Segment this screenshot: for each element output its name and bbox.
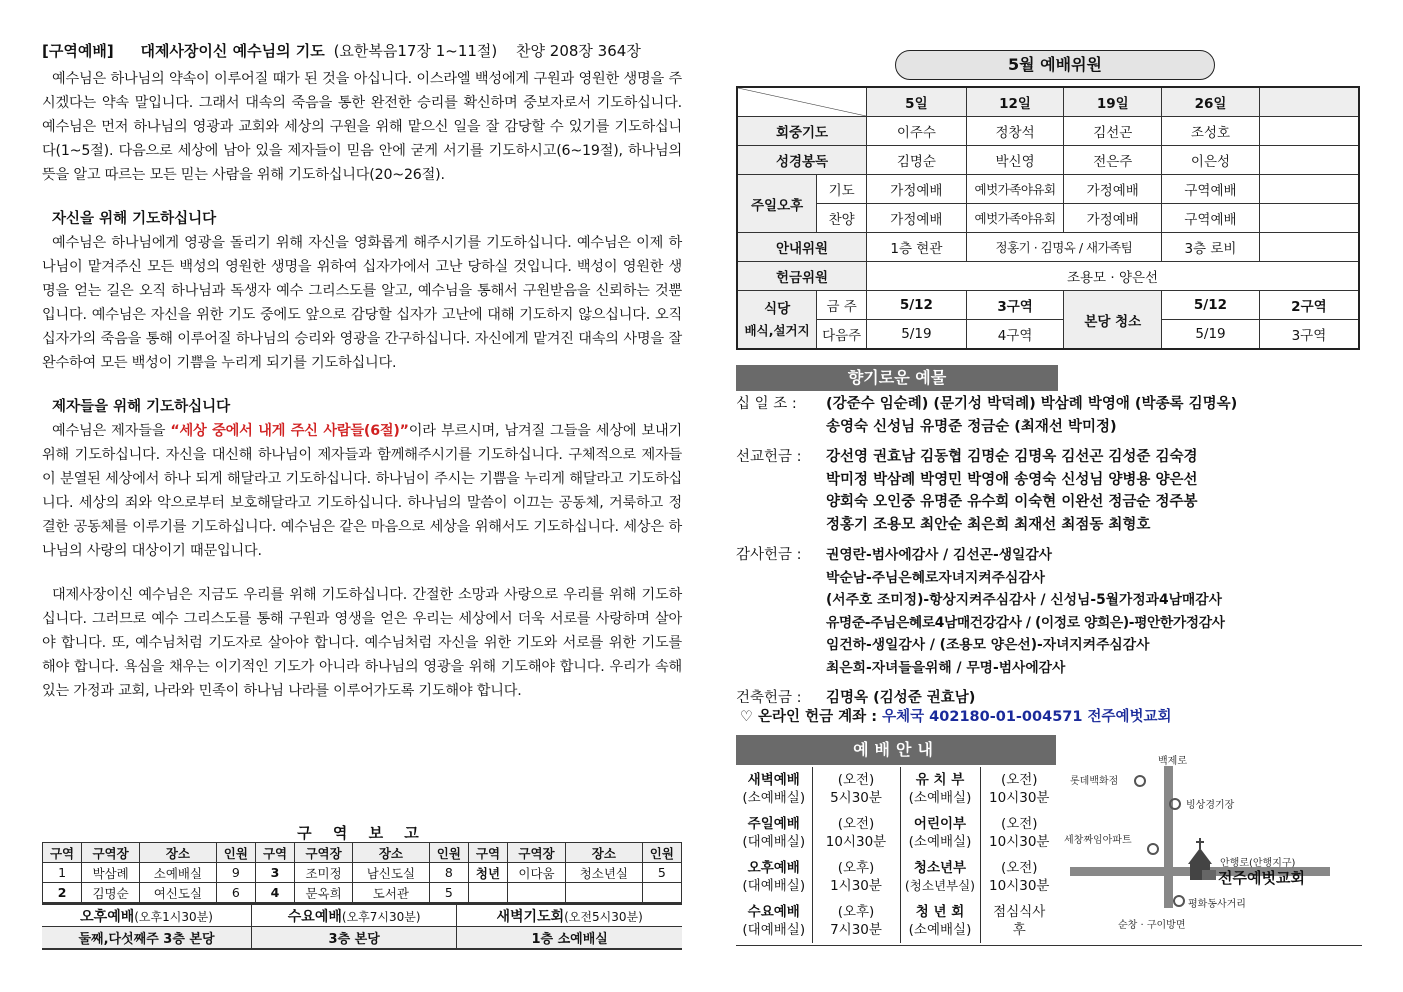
worship-time: 후 <box>1012 922 1026 938</box>
date-header-empty <box>1259 87 1359 117</box>
table-cell: 문옥희 <box>295 883 353 903</box>
table-cell: 소예배실 <box>140 863 217 883</box>
table-cell: 조용모 · 양은선 <box>867 262 1359 291</box>
section-2-quote: “세상 중에서 내게 주신 사람들(6절)” <box>170 423 409 439</box>
table-cell <box>565 883 642 903</box>
table-row <box>736 811 1058 855</box>
worship-guide-title: 예배안내 <box>736 735 1056 765</box>
worship-place: (청소년부실) <box>904 878 976 893</box>
worship-time: 10시30분 <box>989 790 1050 806</box>
name-line: (강준수 임순례) (문기성 박덕례) 박삼례 박영애 (박종록 김명옥) <box>826 396 1238 412</box>
table-cell <box>1259 204 1359 233</box>
worship-time: 10시30분 <box>989 834 1050 850</box>
table-row <box>737 291 1359 320</box>
table-cell: 여신도실 <box>140 883 217 903</box>
hymn-numbers: 찬양 208장 364장 <box>516 42 641 60</box>
service-dawn <box>457 904 682 927</box>
worship-time: 10시30분 <box>825 834 887 850</box>
col-header: 장소 <box>140 843 217 863</box>
table-cell <box>1259 233 1359 262</box>
district-header-row <box>43 843 682 863</box>
thanks-names <box>826 544 1396 679</box>
table-cell: 도서관 <box>353 883 430 903</box>
table-row <box>737 233 1359 262</box>
table-row <box>736 767 1058 811</box>
table-cell: 박삼례 <box>82 863 140 883</box>
section-tag: [구역예배] <box>42 42 114 60</box>
table-cell: 박신영 <box>966 146 1064 175</box>
label-direction: 순창 · 구이방면 <box>1118 920 1186 931</box>
offering-title: 향기로운 예물 <box>736 365 1058 391</box>
table-cell <box>736 767 812 811</box>
service-time: (오후7시30분) <box>341 909 421 924</box>
table-cell <box>642 883 681 903</box>
col-header: 인원 <box>216 843 255 863</box>
table-cell: 3구역 <box>1259 320 1359 350</box>
service-time: (오후1시30분) <box>134 909 213 924</box>
name-line: 임건하-생일감사 / (조용모 양은선)-자녀지켜주심감사 <box>826 637 1150 653</box>
table-cell <box>980 899 1058 943</box>
worship-ampm: (오전) <box>1000 816 1038 832</box>
table-cell: 예벗가족야유회 <box>966 175 1064 204</box>
label-ice-rink: 빙상경기장 <box>1186 800 1235 811</box>
table-cell <box>1259 117 1359 146</box>
table-cell <box>900 811 980 855</box>
name-line: 정홍기 조용모 최안순 최은희 최재선 최점동 최형호 <box>826 516 1151 533</box>
sub-label: 기도 <box>817 175 867 204</box>
service-afternoon <box>42 904 252 927</box>
col-header: 인원 <box>642 843 681 863</box>
section-2-pre: 예수님은 제자들을 <box>52 423 171 439</box>
table-cell: 1 <box>43 863 82 883</box>
sub-label: 다음주 <box>817 320 867 350</box>
table-cell: 정창석 <box>966 117 1064 146</box>
table-cell <box>736 811 812 855</box>
section-2-post: 이라 부르시며, 남겨질 그들을 세상에 보내기 위해 기도하십니다. 자신을 대신해 하나님이 제자들과 함께해주시기를 기도하십니다. 구체적으로 제자들이 분열된 세상에서 하나 되게 해달라고 기도하십니다. 하나님이 주시는 기쁨을 누리게 해달라고 기도하십니다. 세상의 죄와 악으로부터 보호해달라고 기도하십니다. 하나님의 말씀이 이끄는 공동체, 거룩하고 정결한 공동체를 이루기를 기도하십니다. 예수님은 같은 마음으로 세상을 위해서도 기도하십니다. 세상은 하나님의 사랑의 대상이기 때문입니다. <box>42 423 683 559</box>
table-cell: 전은주 <box>1064 146 1162 175</box>
table-cell <box>1259 175 1359 204</box>
worship-name: 청 년 회 <box>915 904 965 920</box>
table-row <box>43 883 682 903</box>
table-cell: 5/12 <box>867 291 967 320</box>
table-cell <box>468 883 507 903</box>
row-label: 안내위원 <box>737 233 867 262</box>
table-row <box>737 320 1359 350</box>
worship-place: (대예배실) <box>742 834 806 850</box>
thanks-label: 감사헌금 : <box>736 547 802 563</box>
church-location-map <box>1060 752 1360 942</box>
label-baekje: 백제로 <box>1158 756 1187 767</box>
table-row <box>737 117 1359 146</box>
section-2-body <box>42 419 682 563</box>
roster-table-wrap <box>736 86 1360 350</box>
col-header: 구역 <box>468 843 507 863</box>
col-header: 구역장 <box>295 843 353 863</box>
table-cell: 4구역 <box>966 320 1064 350</box>
worship-place: (소예배실) <box>908 834 972 850</box>
table-cell: 남신도실 <box>353 863 430 883</box>
tithe-names <box>826 393 1396 438</box>
worship-name: 유 치 부 <box>915 772 965 788</box>
online-label: ♡ 온라인 헌금 계좌 : <box>740 709 878 725</box>
bank-account: 우체국 402180-01-004571 전주예벗교회 <box>882 709 1172 725</box>
label-lotte: 롯데백화점 <box>1070 776 1119 787</box>
label-church: 전주예벗교회 <box>1218 869 1305 887</box>
worship-name: 새벽예배 <box>747 772 800 788</box>
col-header: 장소 <box>565 843 642 863</box>
name-line: 양회숙 오인중 유명준 유수희 이숙현 이완선 정금순 정주봉 <box>826 494 1198 510</box>
name-line: (서주호 조미정)-항상지켜주심감사 / 신성님-5월가정과4남매감사 <box>826 592 1222 608</box>
table-cell: 5/19 <box>1162 320 1260 350</box>
service-names-row <box>42 904 682 927</box>
row-label: 주일오후 <box>737 175 817 233</box>
date-header: 26일 <box>1162 87 1260 117</box>
sermon-header <box>42 40 682 61</box>
building-names: 김명옥 (김성준 권효남) <box>826 690 976 706</box>
service-name: 수요예배 <box>287 908 342 925</box>
col-header: 구역 <box>255 843 294 863</box>
service-time: (오전5시30분) <box>564 909 643 924</box>
table-cell: 8 <box>429 863 468 883</box>
apartment-marker-icon <box>1148 844 1158 854</box>
worship-ampm: (오전) <box>1000 772 1038 788</box>
worship-name: 주일예배 <box>747 816 800 832</box>
online-offering <box>740 705 1172 726</box>
map-graphic <box>1060 752 1360 942</box>
table-cell: 2 <box>43 883 82 903</box>
col-header: 구역장 <box>508 843 566 863</box>
roster-title: 5월 예배위원 <box>895 50 1215 80</box>
district-title: 구 역 보 고 <box>297 824 427 842</box>
table-cell: 조성호 <box>1162 117 1260 146</box>
table-cell: 정홍기 · 김명옥 / 새가족팀 <box>966 233 1161 262</box>
service-schedule <box>42 903 682 950</box>
name-line: 송영숙 신성님 유명준 정금순 (최재선 박미정) <box>826 418 1117 435</box>
table-cell <box>812 767 900 811</box>
mission-label: 선교헌금 : <box>736 449 802 465</box>
worship-time: 5시30분 <box>830 790 882 806</box>
table-cell: 3층 로비 <box>1162 233 1260 262</box>
col-header: 구역장 <box>82 843 140 863</box>
table-cell <box>900 899 980 943</box>
intro-paragraph: 예수님은 하나님의 약속이 이루어질 때가 된 것을 아십니다. 이스라엘 백성에게 구원과 영원한 생명을 주시겠다는 약속 말입니다. 그래서 대속의 죽음을 통한 완전한 승리를 확신하며 중보자로서 기도하십니다. 예수님은 먼저 하나님의 영광과 교회와 세상의 구원을 위해 맡으신 일을 잘 감당할 수 있기를 기도하십니다(1~5절). 다음으로 세상에 남아 있을 제자들이 믿음 안에 굳게 서기를 기도하시고(6~19절), 하나님의 뜻을 알고 따르는 모든 믿는 사람을 위해 기도하십니다(20~26절). <box>42 71 682 183</box>
table-cell: 가정예배 <box>867 204 967 233</box>
roster-table <box>736 86 1360 350</box>
worship-place: (대예배실) <box>742 922 806 938</box>
table-cell: 예벗가족야유회 <box>966 204 1064 233</box>
lotte-marker-icon <box>1135 776 1145 786</box>
label-apartment: 세창짜임아파트 <box>1064 835 1132 846</box>
name-line: 박순남-주님은혜로자녀지켜주심감사 <box>826 569 1045 586</box>
table-cell: 김명순 <box>867 146 967 175</box>
table-cell: 가정예배 <box>867 175 967 204</box>
table-cell: 가정예배 <box>1064 204 1162 233</box>
table-cell: 5 <box>642 863 681 883</box>
table-cell: 조미정 <box>295 863 353 883</box>
name-line: 권영란-범사에감사 / 김선곤-생일감사 <box>826 547 1053 563</box>
table-row <box>737 146 1359 175</box>
table-cell <box>508 883 566 903</box>
table-cell: 5 <box>429 883 468 903</box>
sermon-title: 대제사장이신 예수님의 기도 <box>140 42 325 60</box>
sermon-column <box>42 40 682 703</box>
section-1-title: 자신을 위해 기도하십니다 <box>52 211 217 227</box>
table-cell: 2구역 <box>1259 291 1359 320</box>
bottom-rule <box>736 945 1362 946</box>
table-cell: 가정예배 <box>1064 175 1162 204</box>
thanks-row <box>736 544 1396 679</box>
worship-place: (대예배실) <box>742 878 806 894</box>
col-header: 장소 <box>353 843 430 863</box>
kitchen-label-2: 배식,설거지 <box>744 322 810 338</box>
name-line: 유명준-주님은혜로4남매건강감사 / (이정로 양희은)-평안한가정감사 <box>826 614 1225 631</box>
row-label: 성경봉독 <box>737 146 867 175</box>
row-label: 회중기도 <box>737 117 867 146</box>
service-places-row <box>42 927 682 950</box>
section-2-title: 제자들을 위해 기도하십니다 <box>52 399 231 415</box>
worship-ampm: (오전) <box>837 772 875 788</box>
worship-place: (소예배실) <box>908 922 972 938</box>
kitchen-label <box>737 291 817 350</box>
table-cell: 5/19 <box>867 320 967 350</box>
table-cell: 김선곤 <box>1064 117 1162 146</box>
worship-time: 1시30분 <box>830 878 882 894</box>
crossing-marker-icon <box>1174 896 1184 906</box>
table-row <box>736 855 1058 899</box>
scripture-ref: (요한복음17장 1~11절) <box>333 42 498 60</box>
table-cell <box>980 767 1058 811</box>
table-cell: 이주수 <box>867 117 967 146</box>
table-cell <box>736 899 812 943</box>
service-place: 1층 소예배실 <box>457 927 682 950</box>
table-cell <box>736 855 812 899</box>
tithe-row <box>736 393 1396 438</box>
table-row <box>43 863 682 883</box>
worship-place: (소예배실) <box>742 790 806 806</box>
table-row <box>736 899 1058 943</box>
table-cell: 이은성 <box>1162 146 1260 175</box>
table-cell <box>900 855 980 899</box>
table-row <box>737 175 1359 204</box>
label-crossing: 평화동사거리 <box>1188 899 1246 910</box>
main-road <box>1164 766 1173 908</box>
table-cell: 6 <box>216 883 255 903</box>
table-cell: 청소년실 <box>565 863 642 883</box>
name-line: 강선영 권효남 김동협 김명순 김명옥 김선곤 김성준 김숙경 <box>826 449 1198 465</box>
label-road: 안행로(안행지구) <box>1220 858 1296 869</box>
worship-table <box>736 767 1058 943</box>
kitchen-label-1: 식당 <box>764 300 791 317</box>
table-cell: 4 <box>255 883 294 903</box>
district-report <box>42 822 682 950</box>
worship-time: 10시30분 <box>989 878 1050 894</box>
sub-label: 금 주 <box>817 291 867 320</box>
sub-label: 찬양 <box>817 204 867 233</box>
worship-ampm: (오후) <box>837 860 875 876</box>
table-cell: 이다움 <box>508 863 566 883</box>
service-name: 오후예배 <box>80 908 135 925</box>
table-cell: 청년 <box>468 863 507 883</box>
name-line: 최은희-자녀들을위해 / 무명-범사에감사 <box>826 659 1066 676</box>
worship-ampm: (오후) <box>837 904 875 920</box>
table-cell: 3구역 <box>966 291 1064 320</box>
church-icon <box>1188 838 1216 880</box>
col-header: 인원 <box>429 843 468 863</box>
tithe-label: 십 일 조 : <box>736 396 797 412</box>
worship-name: 수요예배 <box>747 904 800 920</box>
table-cell <box>1259 146 1359 175</box>
mission-names <box>826 446 1396 536</box>
name-line: 박미정 박삼례 박영민 박영애 송영숙 신성님 양병용 양은선 <box>826 471 1198 488</box>
roster-header-row <box>737 87 1359 117</box>
worship-ampm: (오전) <box>837 816 875 832</box>
date-header: 12일 <box>966 87 1064 117</box>
diagonal-cell <box>737 87 867 117</box>
worship-place: (소예배실) <box>908 790 972 806</box>
service-place: 둘째,다섯째주 3층 본당 <box>42 927 252 950</box>
mission-row <box>736 446 1396 536</box>
service-wednesday <box>252 904 457 927</box>
worship-name: 청소년부 <box>913 860 967 876</box>
worship-name: 오후예배 <box>747 860 800 876</box>
row-label: 헌금위원 <box>737 262 867 291</box>
table-row <box>737 204 1359 233</box>
table-cell: 5/12 <box>1162 291 1260 320</box>
section-1-body: 예수님은 하나님에게 영광을 돌리기 위해 자신을 영화롭게 해주시기를 기도하십니다. 예수님은 이제 하나님이 맡겨주신 모든 백성의 영원한 생명을 위하여 십자가에서 고난 당하실 것입니다. 백성이 영원한 생명을 얻는 길은 오직 하나님과 독생자 예수 그리스도를 알고, 예수님을 통해서 구원받음을 신뢰하는 것뿐입니다. 예수님은 자신을 위한 기도 중에도 앞으로 감당할 십자가 고난에 대해 기도하지 않으십니다. 오직 십자가의 죽음을 통해 이루어질 하나님의 승리와 영광을 간구하십니다. 자신에게 맡겨진 대속의 사명을 잘 완수하여 모든 백성이 기쁨을 누리게 되기를 기도하십니다. <box>42 235 682 371</box>
table-cell <box>812 855 900 899</box>
table-cell: 3 <box>255 863 294 883</box>
table-cell: 구역예배 <box>1162 175 1260 204</box>
building-label: 건축헌금 : <box>736 690 802 706</box>
table-cell <box>980 811 1058 855</box>
table-cell: 구역예배 <box>1162 204 1260 233</box>
service-place: 3층 본당 <box>252 927 457 950</box>
cleaning-label: 본당 청소 <box>1064 291 1162 350</box>
col-header: 구역 <box>43 843 82 863</box>
table-cell <box>900 767 980 811</box>
closing-paragraph: 대제사장이신 예수님은 지금도 우리를 위해 기도하십니다. 간절한 소망과 사랑으로 우리를 위해 기도하십니다. 그러므로 예수 그리스도를 통해 구원과 영생을 얻은 우리는 세상에서 더욱 서로를 사랑하며 살아야 합니다. 또, 예수님처럼 기도자로 살아야 합니다. 예수님처럼 자신을 위한 기도와 서로를 위한 기도를 해야 합니다. 욕심을 채우는 이기적인 기도가 아니라 하나님의 영광을 위해 기도해야 합니다. 우리가 속해있는 가정과 교회, 나라와 민족이 하나님 나라를 이루어가도록 기도해야 합니다. <box>42 587 682 699</box>
worship-ampm: 점심식사 <box>993 904 1046 920</box>
table-cell <box>812 899 900 943</box>
table-cell: 1층 현관 <box>867 233 967 262</box>
offering-list <box>736 393 1396 710</box>
worship-time: 7시30분 <box>830 922 882 938</box>
table-cell: 9 <box>216 863 255 883</box>
district-table <box>42 842 682 903</box>
worship-name: 어린이부 <box>913 816 967 832</box>
worship-ampm: (오전) <box>1000 860 1038 876</box>
table-cell <box>812 811 900 855</box>
table-cell: 김명순 <box>82 883 140 903</box>
date-header: 5일 <box>867 87 967 117</box>
table-row <box>737 262 1359 291</box>
worship-guide <box>736 767 1058 943</box>
service-name: 새벽기도회 <box>496 908 565 925</box>
date-header: 19일 <box>1064 87 1162 117</box>
table-cell <box>980 855 1058 899</box>
